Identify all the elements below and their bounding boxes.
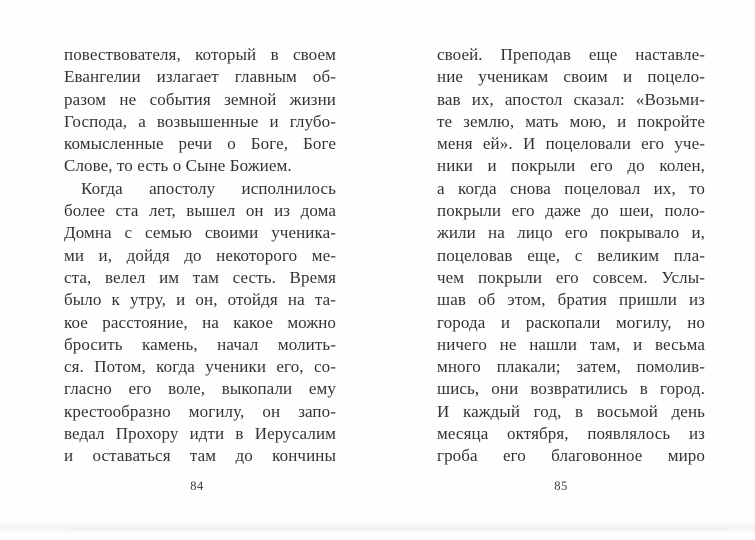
text-line: и оставаться там до кончины — [64, 446, 336, 466]
text-line: ведал Прохору идти в Иерусалим — [64, 424, 336, 444]
text-line: разом не события земной жизни — [64, 89, 336, 109]
text-line: ста, велел им там сесть. Время — [64, 267, 336, 287]
text-line: повествователя, который в своем — [64, 45, 336, 64]
book-bottom-edge-line — [70, 529, 725, 530]
text-line: жили на лицо его покрывало и, — [437, 223, 705, 243]
text-line: своей. Преподав еще наставле- — [437, 45, 705, 64]
text-line: меня ей». И поцеловали его уче- — [437, 134, 705, 154]
text-line: чем покрыли его совсем. Услы- — [437, 267, 705, 287]
text-line: Слове, то есть о Сыне Божием. — [64, 156, 292, 176]
text-line: Домна с семью своими ученика- — [64, 223, 336, 243]
text-line: гласно его воле, выкопали ему — [64, 379, 336, 399]
text-line: Евангелии излагает главным об- — [64, 67, 336, 87]
text-line: более ста лет, вышел он из дома — [64, 201, 336, 221]
page-number-right: 85 — [554, 479, 568, 493]
text-line: города и раскопали могилу, но — [437, 312, 705, 332]
text-line: было к утру, и он, отойдя на та- — [64, 290, 336, 310]
right-page-text — [437, 44, 705, 468]
text-line: бросить камень, начал молить- — [64, 334, 336, 354]
text-line: комысленные речи о Боге, Боге — [64, 134, 336, 154]
text-line: те землю, мать мою, и покройте — [437, 111, 705, 131]
text-line: шись, они возвратились в город. — [437, 379, 705, 399]
text-line: ми и, дойдя до некоторого ме- — [64, 245, 336, 265]
text-line: ничего не нашли там, и весьма — [437, 334, 705, 354]
text-line: месяца октября, появлялось из — [437, 424, 705, 444]
left-page-text — [64, 44, 336, 468]
text-line: ники и покрыли его до колен, — [437, 156, 705, 176]
text-line: Когда апостолу исполнилось — [81, 178, 336, 198]
text-line: шав об этом, братия пришли из — [437, 290, 705, 310]
book-bottom-edge-shadow — [0, 521, 755, 533]
text-line: кое расстояние, на какое можно — [64, 312, 336, 332]
text-line: ся. Потом, когда ученики его, со- — [64, 357, 336, 377]
text-line: покрыли его даже до шеи, поло- — [437, 201, 705, 221]
text-line: вав их, апостол сказал: «Возьми- — [437, 89, 705, 109]
text-line: а когда снова поцеловал их, то — [437, 178, 705, 198]
text-line: Господа, а возвышенные и глубо- — [64, 111, 336, 131]
text-line: поцеловав еще, с великим пла- — [437, 245, 705, 265]
text-line: ние ученикам своим и поцело- — [437, 67, 705, 87]
text-line: И каждый год, в восьмой день — [437, 401, 705, 421]
text-line: крестообразно могилу, он запо- — [64, 401, 336, 421]
page-number-left: 84 — [190, 479, 204, 493]
text-line: гроба его благовонное миро — [437, 446, 705, 466]
text-line: много плакали; затем, помолив- — [437, 357, 705, 377]
